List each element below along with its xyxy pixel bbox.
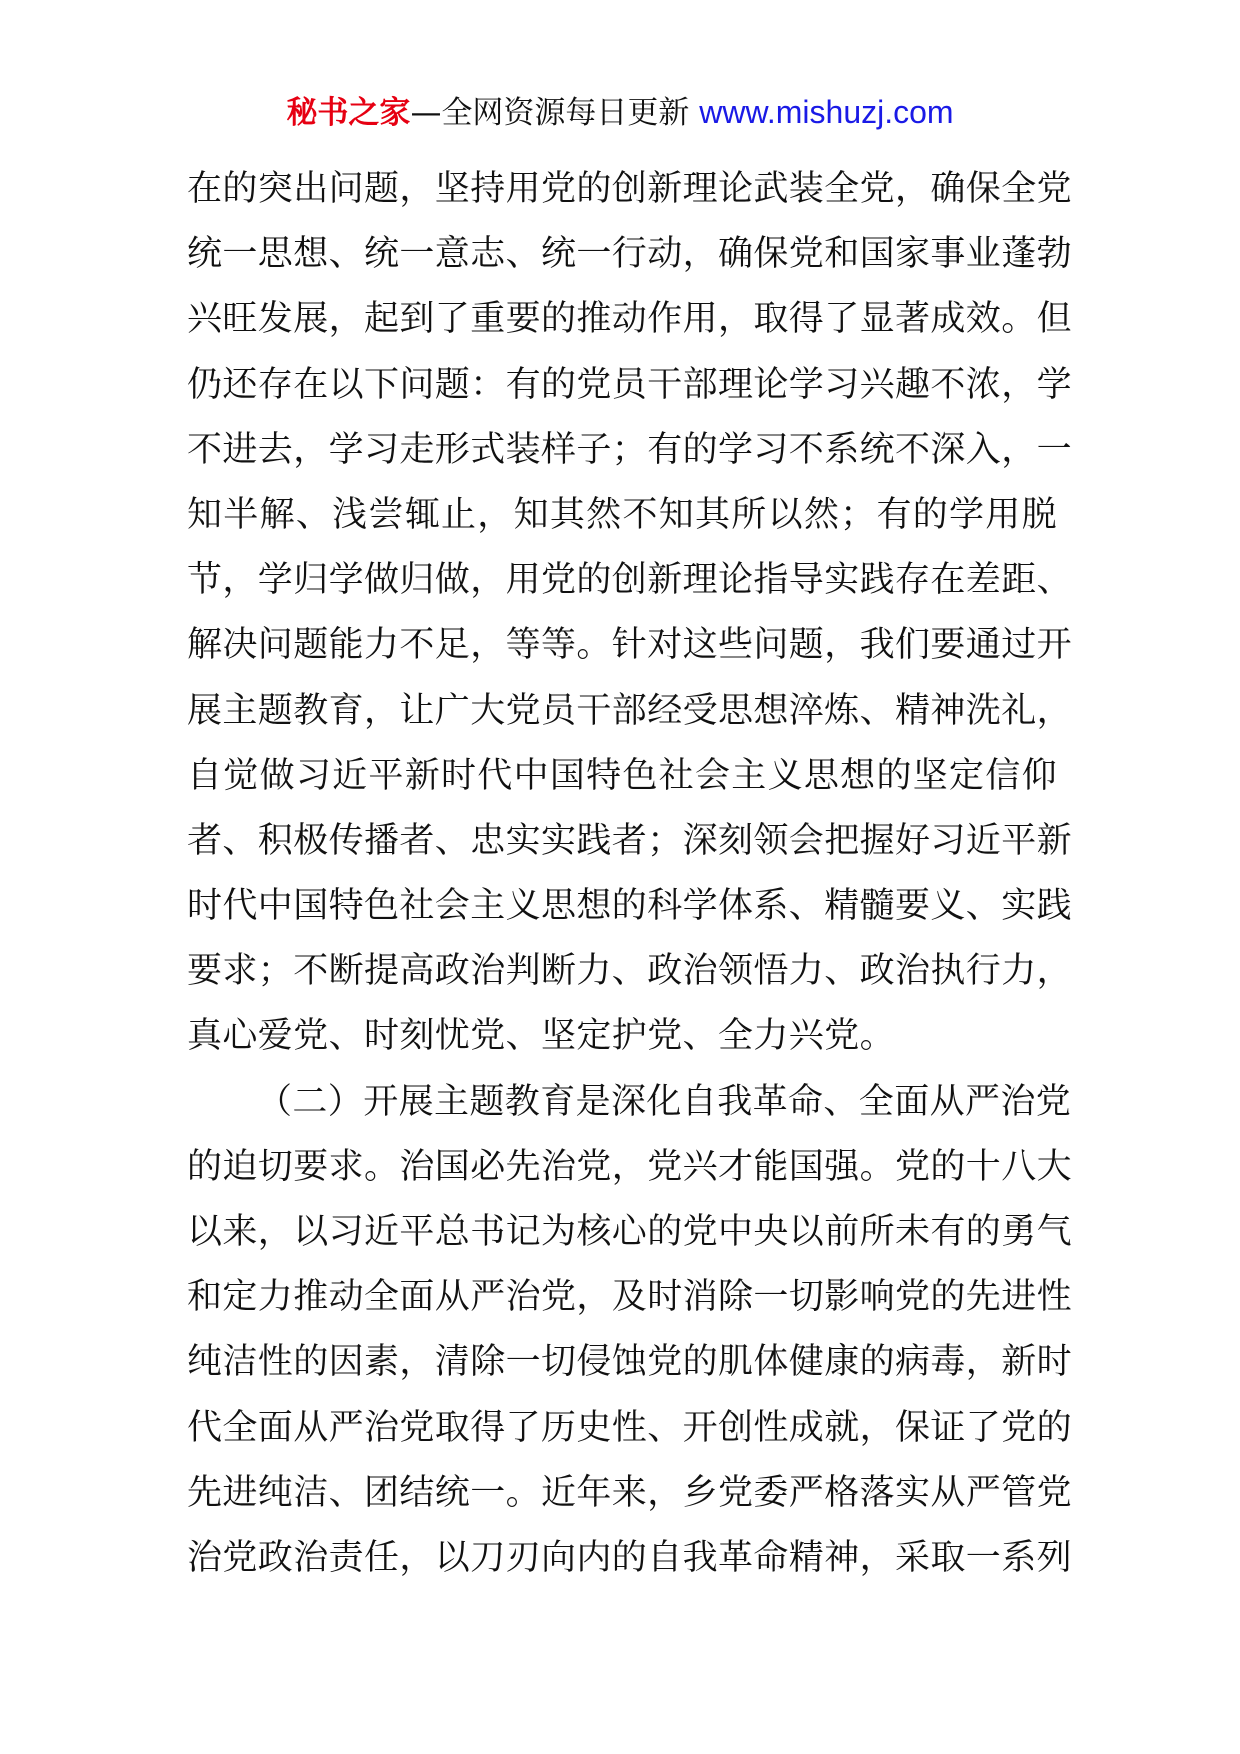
text-line: 仍还存在以下问题：有的党员干部理论学习兴趣不浓，学 <box>187 364 1073 405</box>
text-line: 纯洁性的因素，清除一切侵蚀党的肌体健康的病毒，新时 <box>187 1342 1073 1383</box>
text-line: 兴旺发展，起到了重要的推动作用，取得了显著成效。但 <box>187 299 1073 340</box>
text-line: 的迫切要求。治国必先治党，党兴才能国强。党的十八大 <box>187 1146 1073 1187</box>
site-tagline: —全网资源每日更新 <box>410 95 690 131</box>
text-line: 代全面从严治党取得了历史性、开创性成就，保证了党的 <box>187 1407 1073 1448</box>
text-line: 自觉做习近平新时代中国特色社会主义思想的坚定信仰 <box>187 755 1057 796</box>
section-heading-line: （二）开展主题教育是深化自我革命、全面从严治党 <box>257 1081 1072 1122</box>
text-line: 解决问题能力不足，等等。针对这些问题，我们要通过开 <box>187 625 1073 666</box>
site-header <box>0 92 1240 133</box>
text-line: 不进去，学习走形式装样子；有的学习不系统不深入，一 <box>187 429 1073 470</box>
site-brand: 秘书之家 <box>286 95 411 131</box>
document-body <box>187 164 1073 1598</box>
text-line: 真心爱党、时刻忧党、坚定护党、全力兴党。 <box>187 1016 896 1057</box>
text-line: 时代中国特色社会主义思想的科学体系、精髓要义、实践 <box>187 886 1073 927</box>
text-line: 以来，以习近平总书记为核心的党中央以前所未有的勇气 <box>187 1212 1073 1252</box>
text-line: 和定力推动全面从严治党，及时消除一切影响党的先进性 <box>187 1277 1073 1318</box>
paragraph-2 <box>187 1077 1073 1599</box>
paragraph-1 <box>187 164 1073 1077</box>
text-line: 节，学归学做归做，用党的创新理论指导实践存在差距、 <box>187 560 1073 601</box>
text-line: 要求；不断提高政治判断力、政治领悟力、政治执行力， <box>187 951 1073 992</box>
text-line: 展主题教育，让广大党员干部经受思想淬炼、精神洗礼， <box>187 690 1073 731</box>
text-line: 治党政治责任，以刀刃向内的自我革命精神，采取一系列 <box>187 1537 1073 1578</box>
text-line: 在的突出问题，坚持用党的创新理论武装全党，确保全党 <box>187 169 1073 209</box>
site-url-link[interactable]: www.mishuzj.com <box>699 94 954 130</box>
text-line: 知半解、浅尝辄止，知其然不知其所以然；有的学用脱 <box>187 494 1057 535</box>
text-line: 者、积极传播者、忠实实践者；深刻领会把握好习近平新 <box>187 820 1073 861</box>
text-line: 统一思想、统一意志、统一行动，确保党和国家事业蓬勃 <box>187 234 1073 275</box>
text-line: 先进纯洁、团结统一。近年来，乡党委严格落实从严管党 <box>187 1472 1073 1513</box>
